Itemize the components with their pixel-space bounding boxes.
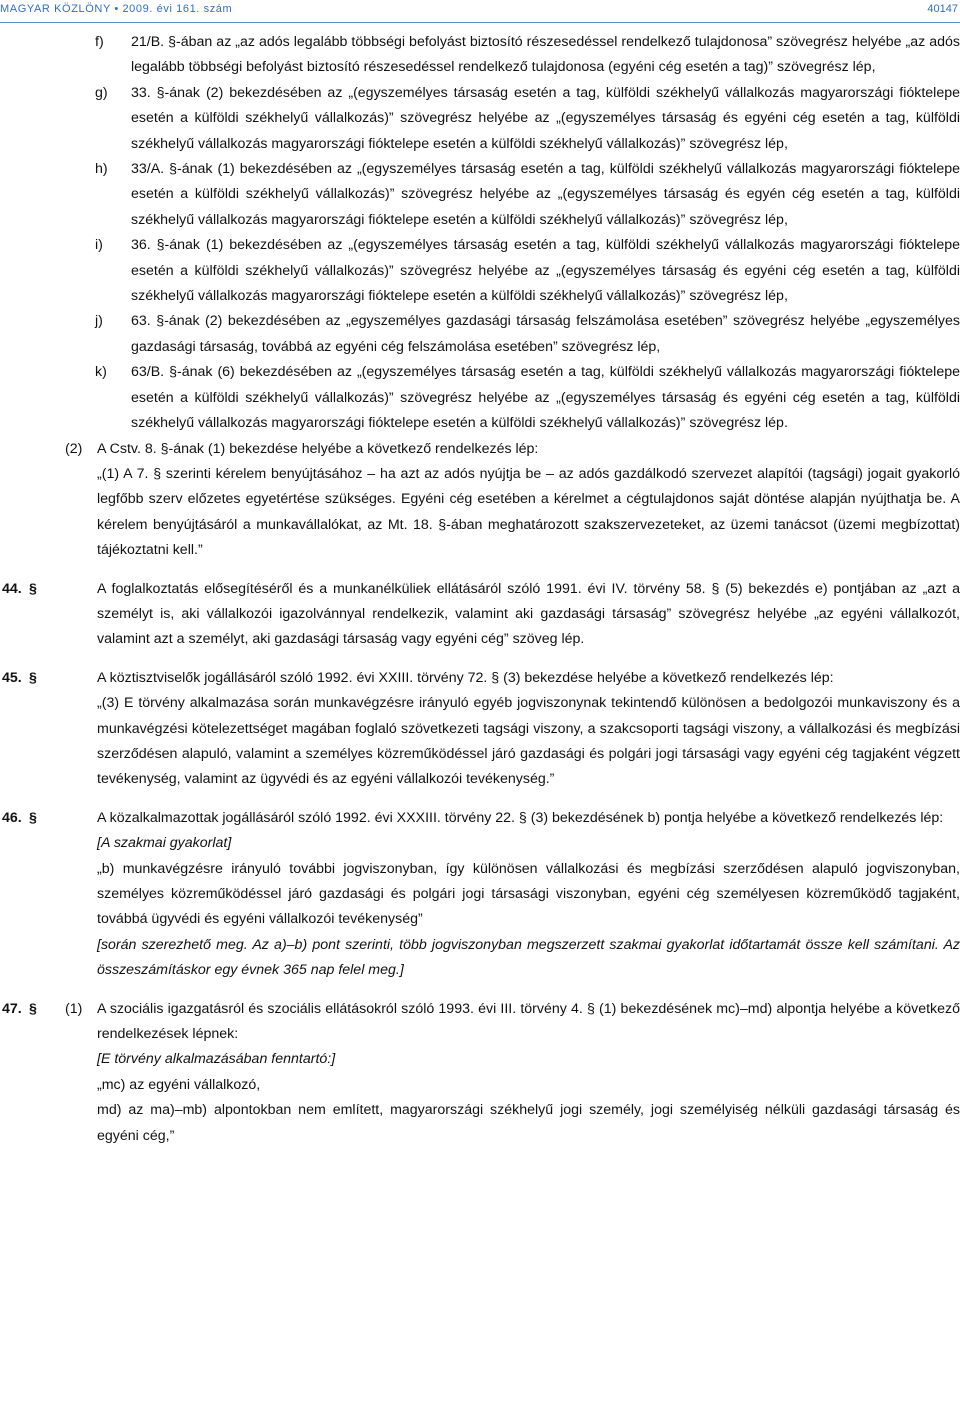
item-text: 63. §-ának (2) bekezdésében az „egyszemélyes gazdasági társaság felszámolása esetében” szövegrész helyébe „egyszemélyes gazdasági társaság, továbbá az egyéni cég felszámolása esetében” szövegrész lép,	[131, 313, 960, 355]
section-sign: §	[29, 669, 37, 686]
section-46-bracket-1	[0, 831, 960, 856]
item-marker: h)	[95, 161, 108, 178]
paragraph-intro: A Cstv. 8. §-ának (1) bekezdése helyébe a következő rendelkezés lép:	[97, 440, 539, 457]
item-text: 33/A. §-ának (1) bekezdésében az „(egyszemélyes társaság esetén a tag, külföldi székhelyű vállalkozás magyarországi fióktelepe esetén a külföldi székhelyű vállalkozás)” szövegrész helyébe az „(egyszemélyes társaság és egyén cég esetén a tag, külföldi székhelyű vállalkozás magyarországi fióktelepe esetén a külföldi székhelyű vállalkozás)” szövegrész lép,	[131, 161, 960, 228]
item-text: 63/B. §-ának (6) bekezdésében az „(egyszemélyes társaság esetén a tag, külföldi székhelyű vállalkozás magyarországi fióktelepe esetén a külföldi székhelyű vállalkozás)” szövegrész helyébe az „(egyszemélyes társaság és egyéni cég esetén a tag, külföldi székhelyű vállalkozás magyarországi fióktelepe esetén a külföldi székhelyű vállalkozás)” szövegrész lép.	[131, 364, 960, 432]
item-marker: g)	[95, 84, 108, 101]
section-47-line-md	[0, 1098, 960, 1149]
list-item-g	[0, 81, 960, 157]
quoted-text: „(3) E törvény alkalmazása során munkavégzésre irányuló egyéb jogviszonynak tekintendő különösen a bedolgozói munkaviszony és a munkavégzési kötelezettséget magában foglaló szövetkezeti tagsági viszony, a szakcsoporti tagsági viszony, a vállalkozási és megbízási szerződésen alapuló, valamint a személyes közreműködéssel járó gazdasági és polgári jogi társasági vagy egyéni cég tagjaként végzett tevékenység, valamint az ügyvédi és az egyéni vállalkozói tevékenység.”	[97, 695, 960, 788]
list-item-i	[0, 233, 960, 309]
section-intro: A szociális igazgatásról és szociális ellátásokról szóló 1993. évi III. törvény 4. § (1) bekezdésének mc)–md) alpontja helyébe a következő rendelkezések lépnek:	[97, 1000, 960, 1043]
paragraph-2	[0, 437, 960, 462]
section-47-line-mc	[0, 1073, 960, 1098]
subsection-marker: (1)	[65, 1000, 83, 1017]
section-45-quote	[0, 691, 960, 793]
section-45	[0, 666, 960, 691]
section-46-quote	[0, 857, 960, 933]
section-intro: A közalkalmazottak jogállásáról szóló 1992. évi XXXIII. törvény 22. § (3) bekezdésének b) pontja helyébe a következő rendelkezés lép:	[97, 809, 944, 826]
document-body	[0, 30, 960, 1149]
section-intro: A köztisztviselők jogállásáról szóló 1992. évi XXIII. törvény 72. § (3) bekezdése helyébe a következő rendelkezés lép:	[97, 669, 834, 686]
quoted-text: „(1) A 7. § szerinti kérelem benyújtásához – ha azt az adós nyújtja be – az adós gazdálkodó szervezet alapítói (tagsági) jogait gyakorló legfőbb szerv előzetes egyetértése szükséges. Egyéni cég esetében a kérelmet a cégtulajdonos saját döntése alapján nyújthatja be. A kérelem benyújtásáról a munkavállalókat, az Mt. 18. §-ában meghatározott szakszervezeteket, az üzemi tanácsot (üzemi megbízottat) tájékoztatni kell.”	[97, 465, 960, 559]
list-item-h	[0, 157, 960, 233]
section-number: 45.	[2, 669, 22, 686]
page-header	[0, 0, 960, 23]
item-text: 21/B. §-ában az „az adós legalább többségi befolyást biztosító részesedéssel rendelkező tulajdonosa” szövegrész helyébe „az adós legalább többségi befolyást biztosító részesedéssel rendelkező tulajdonosa (egyéni cég esetén a tag)” szövegrész lép,	[131, 34, 960, 76]
publication-title: MAGYAR KÖZLÖNY • 2009. évi 161. szám	[0, 3, 233, 15]
section-47-bracket	[0, 1047, 960, 1072]
section-number: 46.	[2, 809, 22, 826]
section-text: A foglalkoztatás elősegítéséről és a munkanélküliek ellátásáról szóló 1991. évi IV. törvény 58. § (5) bekezdés e) pontjában az „azt a személyt is, aki vállalkozói igazolvánnyal rendelkezik, valamint aki gazdasági társaság” szövegrész helyébe „az egyéni vállalkozót, valamint azt a személyt, aki gazdasági társaság vagy egyéni cég” szöveg lép.	[97, 580, 960, 648]
bracket-text: [E törvény alkalmazásában fenntartó:]	[97, 1051, 336, 1068]
paragraph-marker: (2)	[65, 440, 83, 457]
section-46-bracket-2	[0, 933, 960, 984]
section-44	[0, 577, 960, 653]
section-47	[0, 997, 960, 1048]
page-number: 40147	[927, 3, 958, 15]
item-marker: f)	[95, 34, 104, 50]
section-46	[0, 806, 960, 831]
bracket-text: [során szerezhető meg. Az a)–b) pont szerinti, több jogviszonyban megszerzett szakmai gyakorlat időtartamát össze kell számítani. Az összeszámításkor egy évnek 365 nap felel meg.]	[97, 936, 960, 979]
item-marker: i)	[95, 237, 103, 254]
bracket-text: [A szakmai gyakorlat]	[97, 835, 232, 852]
section-number: 47.	[2, 1000, 22, 1017]
section-number: 44.	[2, 580, 22, 597]
section-sign: §	[29, 809, 37, 826]
item-text: 33. §-ának (2) bekezdésében az „(egyszemélyes társaság esetén a tag, külföldi székhelyű vállalkozás magyarországi fióktelepe esetén a külföldi székhelyű vállalkozás)” szövegrész helyébe az „(egyszemélyes társaság és egyéni cég esetén a tag, külföldi székhelyű vállalkozás magyarországi fióktelepe esetén a külföldi székhelyű vállalkozás)” szövegrész lép,	[131, 84, 960, 152]
quoted-text: „b) munkavégzésre irányuló további jogviszonyban, így különösen vállalkozási és megbízási szerződésen alapuló jogviszonyban, személyes közreműködéssel járó gazdasági és polgári jogi társasági viszonyban, egyéni cég személyesen közreműködő tagjaként, továbbá ügyvédi és egyéni vállalkozói tevékenység”	[97, 860, 960, 928]
section-sign: §	[29, 580, 37, 597]
section-sign: §	[29, 1000, 37, 1017]
quoted-line: „mc) az egyéni vállalkozó,	[97, 1076, 261, 1093]
item-marker: k)	[95, 364, 107, 381]
paragraph-2-quote	[0, 462, 960, 564]
list-item-k	[0, 360, 960, 436]
quoted-line: md) az ma)–mb) alpontokban nem említett, magyarországi székhelyű jogi személy, jogi személyiség nélküli gazdasági társaság és egyéni cég,”	[97, 1102, 960, 1144]
list-item-j	[0, 309, 960, 360]
item-text: 36. §-ának (1) bekezdésében az „(egyszemélyes társaság esetén a tag, külföldi székhelyű vállalkozás magyarországi fióktelepe esetén a külföldi székhelyű vállalkozás)” szövegrész helyébe az „(egyszemélyes társaság és egyéni cég esetén a tag, külföldi székhelyű vállalkozás magyarországi fióktelepe esetén a külföldi székhelyű vállalkozás)” szövegrész lép,	[131, 237, 960, 305]
list-item-f	[0, 30, 960, 81]
item-marker: j)	[95, 313, 103, 330]
